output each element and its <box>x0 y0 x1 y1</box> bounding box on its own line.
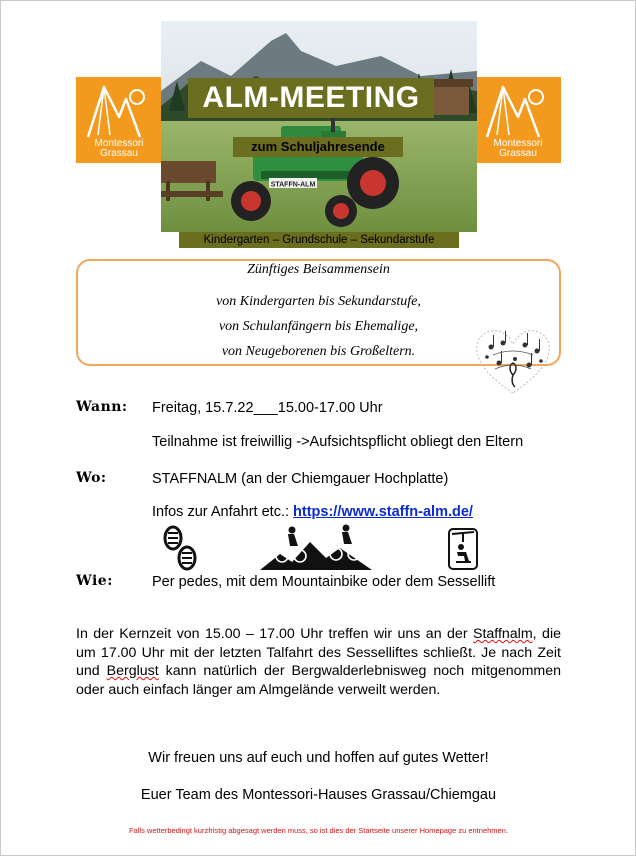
details-paragraph <box>76 625 561 699</box>
chairlift-icon <box>448 528 478 570</box>
how-label: Wie: <box>76 573 113 589</box>
logo-text-line2: Grassau <box>499 148 537 159</box>
paragraph-part-5: kann natürlich der Bergwalderlebnisweg noch mitgenommen oder auch einfach länger am Almgelände verweilt werden. <box>76 663 561 698</box>
event-title: ALM-MEETING <box>202 81 420 114</box>
logo-text-line1: Montessori <box>94 138 144 149</box>
callout-line-1: Zünftiges Beisammensein <box>247 262 390 277</box>
when-label: Wann: <box>76 399 128 415</box>
tractor-plate-text: STAFFN-ALM <box>270 181 316 189</box>
staffnalm-link[interactable]: https://www.staffn-alm.de/ <box>293 504 473 520</box>
paragraph-berglust: Berglust <box>106 663 159 679</box>
tractor-meadow-image <box>161 21 477 232</box>
mountainbike-icon <box>260 524 372 570</box>
music-heart-icon <box>473 325 553 397</box>
header-photo <box>161 21 477 232</box>
footprints-icon <box>160 524 200 574</box>
when-value: Freitag, 15.7.22___15.00-17.00 Uhr <box>152 400 383 416</box>
paragraph-part-3: , die um 17.00 Uhr mit der letzten Talfahrt des Sesselliftes schließt. Je nach Zeit und <box>76 626 561 679</box>
callout-line-4: von Neugeborenen bis Großeltern. <box>221 344 416 359</box>
cancellation-footnote: Falls wetterbedingt kurzfristig abgesagt werden muss, so ist dies der Startseite unserer Homepage zu entnehmen. <box>129 826 508 835</box>
where-label: Wo: <box>76 470 107 486</box>
callout-line-2: von Kindergarten bis Sekundarstufe, <box>216 294 421 309</box>
directions-prefix: Infos zur Anfahrt etc.: <box>152 504 294 520</box>
closing-line-2: Euer Team des Montessori-Hauses Grassau/Chiemgau <box>140 787 497 803</box>
when-note: Teilnahme ist freiwillig ->Aufsichtspflicht obliegt den Eltern <box>152 434 524 450</box>
school-levels: Kindergarten – Grundschule – Sekundarstufe <box>179 232 459 248</box>
how-value: Per pedes, mit dem Mountainbike oder dem Sessellift <box>152 574 496 590</box>
closing-line-1: Wir freuen uns auf euch und hoffen auf gutes Wetter! <box>148 750 489 766</box>
paragraph-part-1: In der Kernzeit von 15.00 – 17.00 Uhr treffen wir uns an der <box>76 626 473 642</box>
where-value: STAFFNALM (an der Chiemgauer Hochplatte) <box>152 471 449 487</box>
callout-line-3: von Schulanfängern bis Ehemalige, <box>218 319 419 334</box>
event-subtitle: zum Schuljahresende <box>233 137 403 157</box>
montessori-logo-right <box>475 77 561 163</box>
montessori-logo-left <box>76 77 162 163</box>
directions-line <box>152 504 473 520</box>
logo-text-line1: Montessori <box>493 138 543 149</box>
paragraph-staffnalm: Staffnalm <box>472 626 533 642</box>
logo-text-line2: Grassau <box>100 148 138 159</box>
